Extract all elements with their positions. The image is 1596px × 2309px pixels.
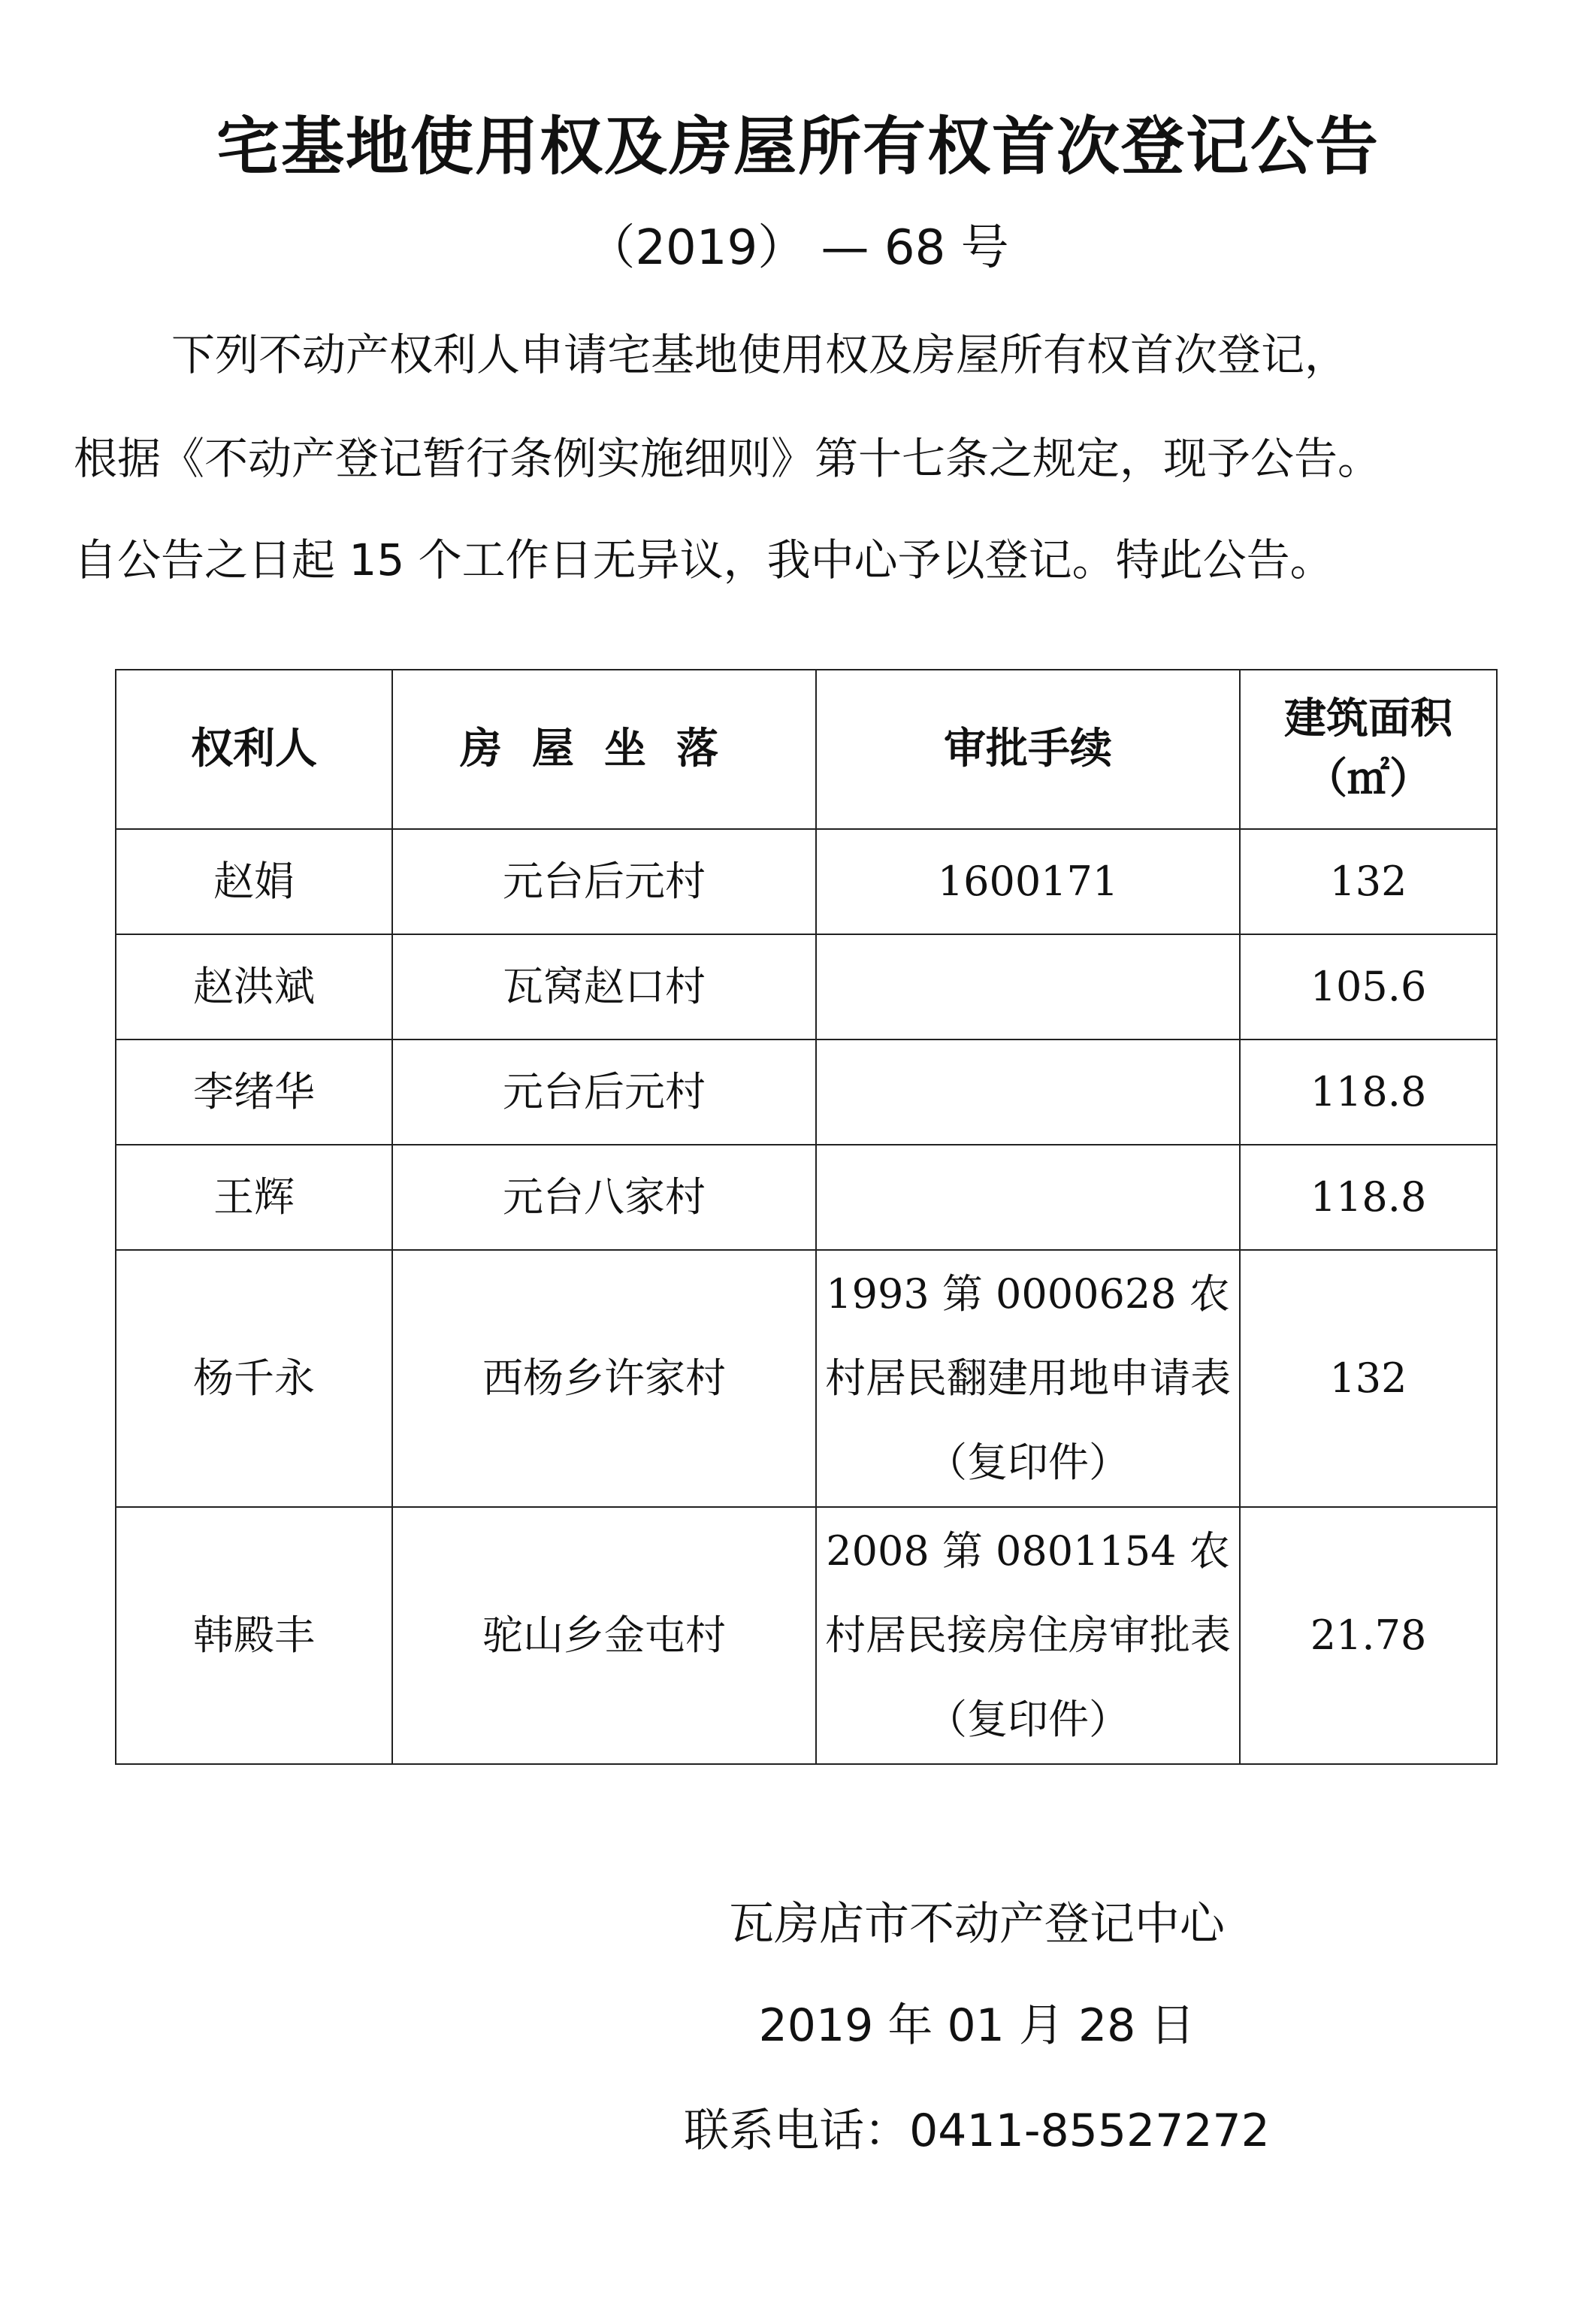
cell-area: 118.8: [1240, 1145, 1497, 1250]
cell-owner: 赵洪斌: [116, 934, 392, 1040]
cell-location: 瓦窝赵口村: [392, 934, 816, 1040]
table-row: [116, 1250, 1497, 1507]
cell-area: 118.8: [1240, 1040, 1497, 1145]
cell-area: 132: [1240, 829, 1497, 934]
table-row: [116, 1145, 1497, 1250]
table-header-row: [116, 670, 1497, 829]
document-number: （2019） — 68 号: [587, 220, 1009, 276]
header-area-label: 建筑面积: [1284, 695, 1452, 743]
cell-approval: [816, 1040, 1240, 1145]
cell-approval: 1600171: [816, 829, 1240, 934]
registration-table: [115, 669, 1498, 1765]
cell-owner: 杨千永: [116, 1250, 392, 1507]
cell-approval: 2008 第 0801154 农村居民接房住房审批表（复印件）: [816, 1507, 1240, 1764]
body-paragraph-line-3: 自公告之日起 15 个工作日无异议，我中心予以登记。特此公告。: [74, 534, 1334, 586]
header-area: [1240, 670, 1497, 829]
page-title: 宅基地使用权及房屋所有权首次登记公告: [216, 110, 1380, 183]
header-owner: 权利人: [116, 670, 392, 829]
cell-owner: 王辉: [116, 1145, 392, 1250]
header-location: 房屋坐落: [392, 670, 816, 829]
body-paragraph-line-1: 下列不动产权利人申请宅基地使用权及房屋所有权首次登记，: [171, 329, 1349, 380]
cell-area: 105.6: [1240, 934, 1497, 1040]
table-row: [116, 1507, 1497, 1764]
header-area-unit: （㎡）: [1305, 755, 1431, 803]
cell-owner: 李绪华: [116, 1040, 392, 1145]
cell-location: 元台八家村: [392, 1145, 816, 1250]
cell-approval: [816, 934, 1240, 1040]
cell-location: 西杨乡许家村: [392, 1250, 816, 1507]
cell-location: 驼山乡金屯村: [392, 1507, 816, 1764]
header-approval: 审批手续: [816, 670, 1240, 829]
issue-date: 2019 年 01 月 28 日: [758, 1999, 1195, 2052]
cell-owner: 韩殿丰: [116, 1507, 392, 1764]
cell-approval: 1993 第 0000628 农村居民翻建用地申请表（复印件）: [816, 1250, 1240, 1507]
table-row: [116, 829, 1497, 934]
contact-phone: 联系电话：0411-85527272: [684, 2105, 1270, 2157]
cell-area: 132: [1240, 1250, 1497, 1507]
cell-location: 元台后元村: [392, 829, 816, 934]
body-paragraph-line-2: 根据《不动产登记暂行条例实施细则》第十七条之规定，现予公告。: [74, 433, 1382, 484]
cell-location: 元台后元村: [392, 1040, 816, 1145]
issuer-name: 瓦房店市不动产登记中心: [729, 1898, 1225, 1950]
cell-approval: [816, 1145, 1240, 1250]
table-row: [116, 934, 1497, 1040]
cell-owner: 赵娟: [116, 829, 392, 934]
cell-area: 21.78: [1240, 1507, 1497, 1764]
table-row: [116, 1040, 1497, 1145]
